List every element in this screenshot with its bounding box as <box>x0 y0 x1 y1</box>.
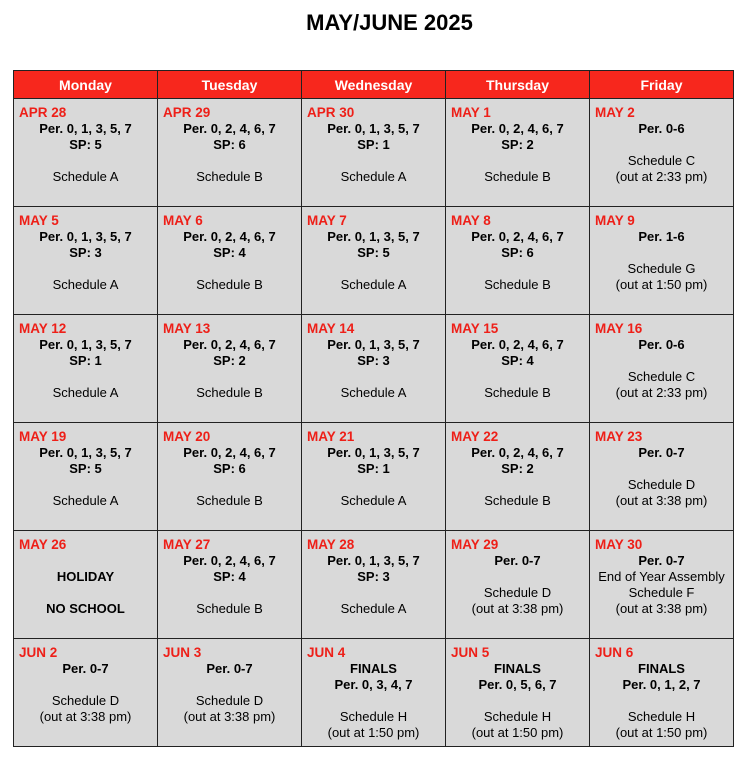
periods: Per. 0-7 <box>494 553 541 568</box>
periods: Per. 0, 2, 4, 6, 7 <box>471 337 564 352</box>
sp-label: SP: 1 <box>357 137 390 152</box>
dismissal-time: (out at 1:50 pm) <box>327 725 420 740</box>
day-date: MAY 6 <box>163 213 203 228</box>
day-date: APR 29 <box>163 105 211 120</box>
schedule-label: Schedule B <box>484 493 551 508</box>
day-date: MAY 2 <box>595 105 635 120</box>
day-date: MAY 28 <box>307 537 355 552</box>
sp-label: SP: 6 <box>213 461 246 476</box>
header-wednesday: Wednesday <box>302 71 446 99</box>
dismissal-time: (out at 3:38 pm) <box>615 493 708 508</box>
schedule-label: Schedule D <box>483 585 552 600</box>
sp-label: SP: 2 <box>213 353 246 368</box>
week-row <box>14 315 734 423</box>
page-title: MAY/JUNE 2025 <box>306 10 473 35</box>
day-date: MAY 20 <box>163 429 211 444</box>
sp-label: SP: 5 <box>69 461 102 476</box>
day-cell <box>446 423 590 531</box>
dismissal-time: (out at 3:38 pm) <box>471 601 564 616</box>
header-monday: Monday <box>14 71 158 99</box>
periods: Per. 0, 1, 3, 5, 7 <box>327 121 420 136</box>
schedule-label: Schedule H <box>627 709 696 724</box>
day-date: JUN 4 <box>307 645 346 660</box>
day-date: MAY 26 <box>19 537 67 552</box>
day-date: MAY 13 <box>163 321 211 336</box>
dismissal-time: (out at 1:50 pm) <box>471 725 564 740</box>
periods: Per. 0, 2, 4, 6, 7 <box>183 229 276 244</box>
schedule-label: Schedule A <box>340 493 407 508</box>
sp-label: SP: 3 <box>69 245 102 260</box>
day-cell <box>590 99 734 207</box>
week-row <box>14 531 734 639</box>
sp-label: SP: 5 <box>69 137 102 152</box>
finals-label: FINALS <box>494 661 541 676</box>
day-cell <box>302 639 446 747</box>
day-date: MAY 9 <box>595 213 635 228</box>
schedule-label: Schedule C <box>627 369 696 384</box>
day-cell <box>446 99 590 207</box>
day-cell <box>158 423 302 531</box>
sp-label: SP: 6 <box>501 245 534 260</box>
periods: Per. 0, 2, 4, 6, 7 <box>471 445 564 460</box>
periods: Per. 1-6 <box>638 229 685 244</box>
periods: Per. 0, 1, 3, 5, 7 <box>39 229 132 244</box>
periods: Per. 0-6 <box>638 121 685 136</box>
day-cell <box>446 207 590 315</box>
day-date: MAY 16 <box>595 321 643 336</box>
day-cell <box>590 531 734 639</box>
schedule-label: Schedule G <box>627 261 696 276</box>
calendar-body <box>14 99 734 747</box>
day-date: MAY 30 <box>595 537 643 552</box>
schedule-label: Schedule A <box>52 385 119 400</box>
schedule-label: Schedule H <box>483 709 552 724</box>
holiday-label: HOLIDAY <box>56 569 115 584</box>
schedule-label: Schedule A <box>340 277 407 292</box>
schedule-label: Schedule H <box>339 709 408 724</box>
day-date: APR 28 <box>19 105 67 120</box>
schedule-label: Schedule B <box>484 385 551 400</box>
sp-label: SP: 3 <box>357 569 390 584</box>
periods: Per. 0-7 <box>638 553 685 568</box>
schedule-label: Schedule A <box>340 601 407 616</box>
day-date: MAY 1 <box>451 105 491 120</box>
sp-label: SP: 1 <box>69 353 102 368</box>
dismissal-time: (out at 3:38 pm) <box>183 709 276 724</box>
day-date: JUN 3 <box>163 645 202 660</box>
schedule-label: Schedule B <box>484 169 551 184</box>
day-cell <box>14 207 158 315</box>
periods: Per. 0-7 <box>638 445 685 460</box>
schedule-label: Schedule F <box>628 585 695 600</box>
day-cell <box>590 423 734 531</box>
schedule-label: Schedule A <box>52 169 119 184</box>
day-cell <box>302 423 446 531</box>
periods: Per. 0, 2, 4, 6, 7 <box>183 337 276 352</box>
periods: Per. 0, 1, 3, 5, 7 <box>327 229 420 244</box>
day-date: JUN 2 <box>19 645 58 660</box>
schedule-label: Schedule A <box>340 385 407 400</box>
periods: Per. 0, 2, 4, 6, 7 <box>471 229 564 244</box>
sp-label: SP: 4 <box>213 245 246 260</box>
day-cell <box>302 531 446 639</box>
periods: Per. 0, 1, 3, 5, 7 <box>39 445 132 460</box>
periods: Per. 0, 5, 6, 7 <box>478 677 557 692</box>
schedule-label: Schedule B <box>196 493 263 508</box>
dismissal-time: (out at 1:50 pm) <box>615 725 708 740</box>
day-cell <box>302 99 446 207</box>
day-date: MAY 23 <box>595 429 643 444</box>
day-date: MAY 8 <box>451 213 491 228</box>
dismissal-time: (out at 2:33 pm) <box>615 385 708 400</box>
event-note: End of Year Assembly <box>598 569 725 584</box>
day-cell <box>158 99 302 207</box>
dismissal-time: (out at 2:33 pm) <box>615 169 708 184</box>
periods: Per. 0-7 <box>206 661 253 676</box>
sp-label: SP: 5 <box>357 245 390 260</box>
schedule-label: Schedule B <box>196 601 263 616</box>
periods: Per. 0, 1, 2, 7 <box>622 677 701 692</box>
periods: Per. 0, 1, 3, 5, 7 <box>327 553 420 568</box>
day-cell <box>446 639 590 747</box>
finals-label: FINALS <box>350 661 397 676</box>
week-row <box>14 99 734 207</box>
periods: Per. 0-6 <box>638 337 685 352</box>
day-date: MAY 5 <box>19 213 59 228</box>
sp-label: SP: 4 <box>501 353 534 368</box>
schedule-label: Schedule A <box>52 493 119 508</box>
day-date: MAY 22 <box>451 429 499 444</box>
week-row <box>14 423 734 531</box>
day-cell <box>14 639 158 747</box>
day-cell <box>158 639 302 747</box>
sp-label: SP: 2 <box>501 137 534 152</box>
day-date: MAY 19 <box>19 429 67 444</box>
header-friday: Friday <box>590 71 734 99</box>
sp-label: SP: 1 <box>357 461 390 476</box>
sp-label: SP: 6 <box>213 137 246 152</box>
periods: Per. 0, 1, 3, 5, 7 <box>39 337 132 352</box>
day-date: MAY 15 <box>451 321 499 336</box>
day-date: JUN 5 <box>451 645 490 660</box>
schedule-label: Schedule B <box>196 169 263 184</box>
day-cell <box>158 531 302 639</box>
day-cell <box>446 531 590 639</box>
day-cell <box>590 207 734 315</box>
day-date: JUN 6 <box>595 645 634 660</box>
periods: Per. 0, 2, 4, 6, 7 <box>183 445 276 460</box>
schedule-label: Schedule A <box>340 169 407 184</box>
schedule-label: Schedule B <box>196 385 263 400</box>
sp-label: SP: 2 <box>501 461 534 476</box>
header-thursday: Thursday <box>446 71 590 99</box>
schedule-label: Schedule A <box>52 277 119 292</box>
schedule-label: Schedule D <box>195 693 264 708</box>
dismissal-time: (out at 1:50 pm) <box>615 277 708 292</box>
day-cell <box>446 315 590 423</box>
day-cell <box>14 315 158 423</box>
dismissal-time: (out at 3:38 pm) <box>39 709 132 724</box>
week-row <box>14 639 734 747</box>
day-date: MAY 14 <box>307 321 355 336</box>
periods: Per. 0-7 <box>62 661 109 676</box>
day-cell <box>158 207 302 315</box>
day-cell <box>14 99 158 207</box>
day-cell <box>14 531 158 639</box>
day-cell <box>14 423 158 531</box>
schedule-label: Schedule C <box>627 153 696 168</box>
schedule-label: Schedule D <box>51 693 120 708</box>
periods: Per. 0, 1, 3, 5, 7 <box>327 445 420 460</box>
day-cell <box>590 639 734 747</box>
schedule-label: Schedule D <box>627 477 696 492</box>
day-date: MAY 12 <box>19 321 67 336</box>
sp-label: SP: 4 <box>213 569 246 584</box>
day-date: MAY 27 <box>163 537 211 552</box>
day-date: APR 30 <box>307 105 355 120</box>
periods: Per. 0, 2, 4, 6, 7 <box>183 121 276 136</box>
finals-label: FINALS <box>638 661 685 676</box>
day-cell <box>302 315 446 423</box>
day-cell <box>158 315 302 423</box>
periods: Per. 0, 2, 4, 6, 7 <box>183 553 276 568</box>
week-row <box>14 207 734 315</box>
weekday-header-row <box>14 71 734 99</box>
day-cell <box>590 315 734 423</box>
periods: Per. 0, 1, 3, 5, 7 <box>39 121 132 136</box>
schedule-label: Schedule B <box>196 277 263 292</box>
periods: Per. 0, 3, 4, 7 <box>334 677 413 692</box>
day-date: MAY 21 <box>307 429 355 444</box>
periods: Per. 0, 1, 3, 5, 7 <box>327 337 420 352</box>
schedule-label: Schedule B <box>484 277 551 292</box>
day-date: MAY 29 <box>451 537 499 552</box>
day-cell <box>302 207 446 315</box>
header-tuesday: Tuesday <box>158 71 302 99</box>
dismissal-time: (out at 3:38 pm) <box>615 601 708 616</box>
day-date: MAY 7 <box>307 213 347 228</box>
sp-label: SP: 3 <box>357 353 390 368</box>
calendar-table <box>13 70 734 747</box>
periods: Per. 0, 2, 4, 6, 7 <box>471 121 564 136</box>
no-school-label: NO SCHOOL <box>46 601 125 616</box>
